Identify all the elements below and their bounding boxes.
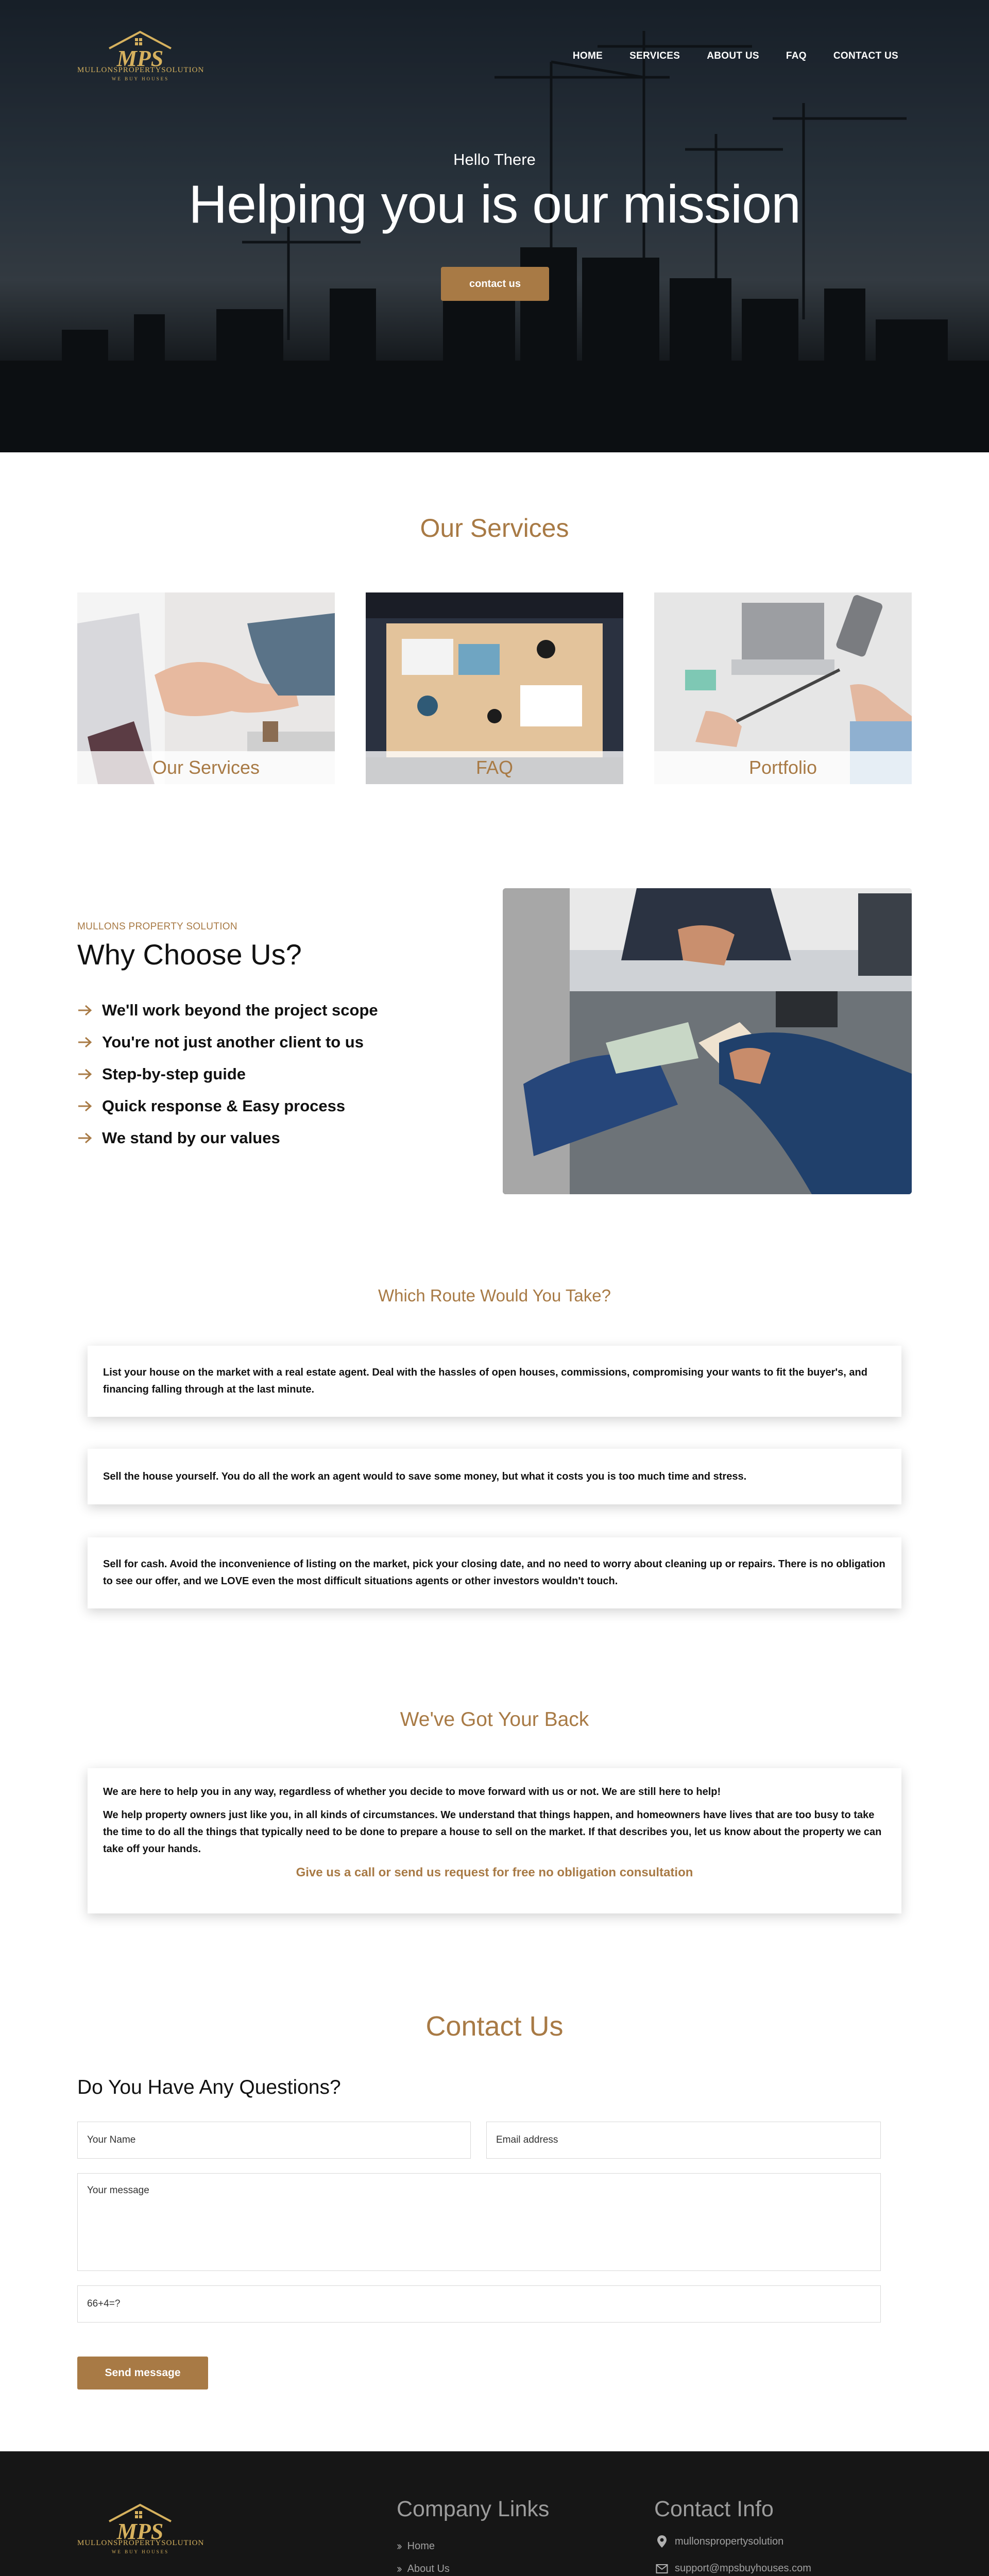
route-option-cash <box>88 1537 901 1608</box>
arrow-right-icon <box>77 1132 93 1144</box>
nav-contact-us[interactable]: CONTACT US <box>833 50 898 61</box>
hero-headline: Helping you is our mission <box>189 175 800 234</box>
send-message-button[interactable]: Send message <box>77 2357 208 2389</box>
arrow-right-icon <box>77 1036 93 1048</box>
why-item <box>77 1026 378 1058</box>
route-option-text: List your house on the market with a real estate agent. Deal with the hassles of open houses, commissions, compromising your wants to fit the buyer's, and financing falling through at the last minute. <box>103 1367 867 1395</box>
why-item-text: Quick response & Easy process <box>102 1097 346 1115</box>
arrow-right-icon <box>77 1100 93 1112</box>
footer-link-about-us[interactable] <box>397 2557 458 2576</box>
service-card-caption: Portfolio <box>654 751 912 784</box>
footer-description <box>77 2573 335 2576</box>
route-option-text: Sell the house yourself. You do all the work an agent would to save some money, but what it costs you is too much time and stress. <box>103 1470 747 1482</box>
logo-tagline: WE BUY HOUSES <box>111 76 169 81</box>
footer-link-label: Home <box>407 2540 435 2552</box>
nav-home[interactable]: HOME <box>572 50 603 61</box>
why-item <box>77 1122 378 1154</box>
route-option-text: Sell for cash. Avoid the inconvenience of listing on the market, pick your closing date, and no need to worry about cleaning up or repairs. There is no obligation to see our offer, and we LOVE even the most difficult situations agents or other investors wouldn't touch. <box>103 1558 885 1587</box>
site-logo[interactable] <box>77 29 203 86</box>
why-item-text: We stand by our values <box>102 1129 280 1147</box>
route-option-self <box>88 1449 901 1504</box>
house-keys-money-image <box>503 888 912 1194</box>
footer-logo[interactable] <box>77 2502 203 2558</box>
captcha-input[interactable] <box>77 2285 881 2323</box>
message-textarea[interactable] <box>77 2173 881 2271</box>
footer-links-title: Company Links <box>397 2497 550 2521</box>
email-input[interactable] <box>486 2122 881 2159</box>
logo-tagline: WE BUY HOUSES <box>111 2549 169 2554</box>
footer-link-label: About Us <box>407 2563 450 2574</box>
service-card-portfolio[interactable] <box>654 592 912 784</box>
hero-section <box>0 0 989 452</box>
why-image <box>503 888 912 1194</box>
footer-email-text: support@mpsbuyhouses.com <box>675 2563 811 2574</box>
service-card-caption: FAQ <box>366 751 623 784</box>
back-title: We've Got Your Back <box>400 1708 589 1731</box>
footer-link-home[interactable] <box>397 2535 458 2557</box>
services-cards <box>77 592 912 784</box>
nav-about-us[interactable]: ABOUT US <box>707 50 759 61</box>
footer-email[interactable] <box>654 2563 912 2574</box>
name-input[interactable] <box>77 2122 471 2159</box>
back-paragraph-1: We are here to help you in any way, regardless of whether you decide to move forward with us or not. We are still here to help! <box>103 1786 721 1798</box>
why-item <box>77 994 378 1026</box>
logo-house-icon <box>77 2502 203 2543</box>
route-option-agent <box>88 1346 901 1417</box>
services-title: Our Services <box>420 514 569 543</box>
footer-links <box>397 2535 458 2576</box>
logo-initials: MPS <box>116 2519 164 2543</box>
nav-services[interactable]: SERVICES <box>629 50 680 61</box>
why-tag: MULLONS PROPERTY SOLUTION <box>77 921 237 932</box>
envelope-icon <box>654 2564 670 2574</box>
why-item-text: You're not just another client to us <box>102 1033 364 1051</box>
double-chevron-right-icon: ›› <box>397 2562 400 2575</box>
hero-contact-button[interactable]: contact us <box>441 267 549 301</box>
logo-name: MULLONSPROPERTYSOLUTION <box>77 2539 204 2547</box>
double-chevron-right-icon: ›› <box>397 2539 400 2552</box>
map-pin-icon <box>654 2535 670 2548</box>
back-box <box>88 1768 901 1913</box>
service-card-faq[interactable] <box>366 592 623 784</box>
footer-info-title: Contact Info <box>654 2497 774 2521</box>
why-list <box>77 994 378 1154</box>
logo-house-icon <box>77 29 203 70</box>
back-cta[interactable]: Give us a call or send us request for free no obligation consultation <box>296 1866 693 1879</box>
why-item <box>77 1058 378 1090</box>
back-paragraph-2: We help property owners just like you, in all kinds of circumstances. We understand that things happen, and homeowners have lives that are too busy to take the time to do all the things that typically need to be done to prepare a house to sell on the market. If that describes you, let us know about the property we can take off your hands. <box>103 1809 882 1855</box>
why-item-text: We'll work beyond the project scope <box>102 1001 378 1019</box>
nav-faq[interactable]: FAQ <box>786 50 807 61</box>
hero-greeting: Hello There <box>453 150 536 168</box>
arrow-right-icon <box>77 1004 93 1016</box>
footer-address <box>654 2535 912 2548</box>
service-card-caption: Our Services <box>77 751 335 784</box>
why-item <box>77 1090 378 1122</box>
main-nav <box>546 50 898 62</box>
logo-initials: MPS <box>116 46 164 70</box>
contact-subtitle: Do You Have Any Questions? <box>77 2076 341 2098</box>
logo-name: MULLONSPROPERTYSOLUTION <box>77 66 204 74</box>
service-card-our-services[interactable] <box>77 592 335 784</box>
why-item-text: Step-by-step guide <box>102 1065 246 1083</box>
footer-address-text: mullonspropertysolution <box>675 2535 784 2547</box>
contact-title: Contact Us <box>425 2011 564 2042</box>
arrow-right-icon <box>77 1068 93 1080</box>
route-title: Which Route Would You Take? <box>378 1286 611 1305</box>
why-title: Why Choose Us? <box>77 938 302 971</box>
